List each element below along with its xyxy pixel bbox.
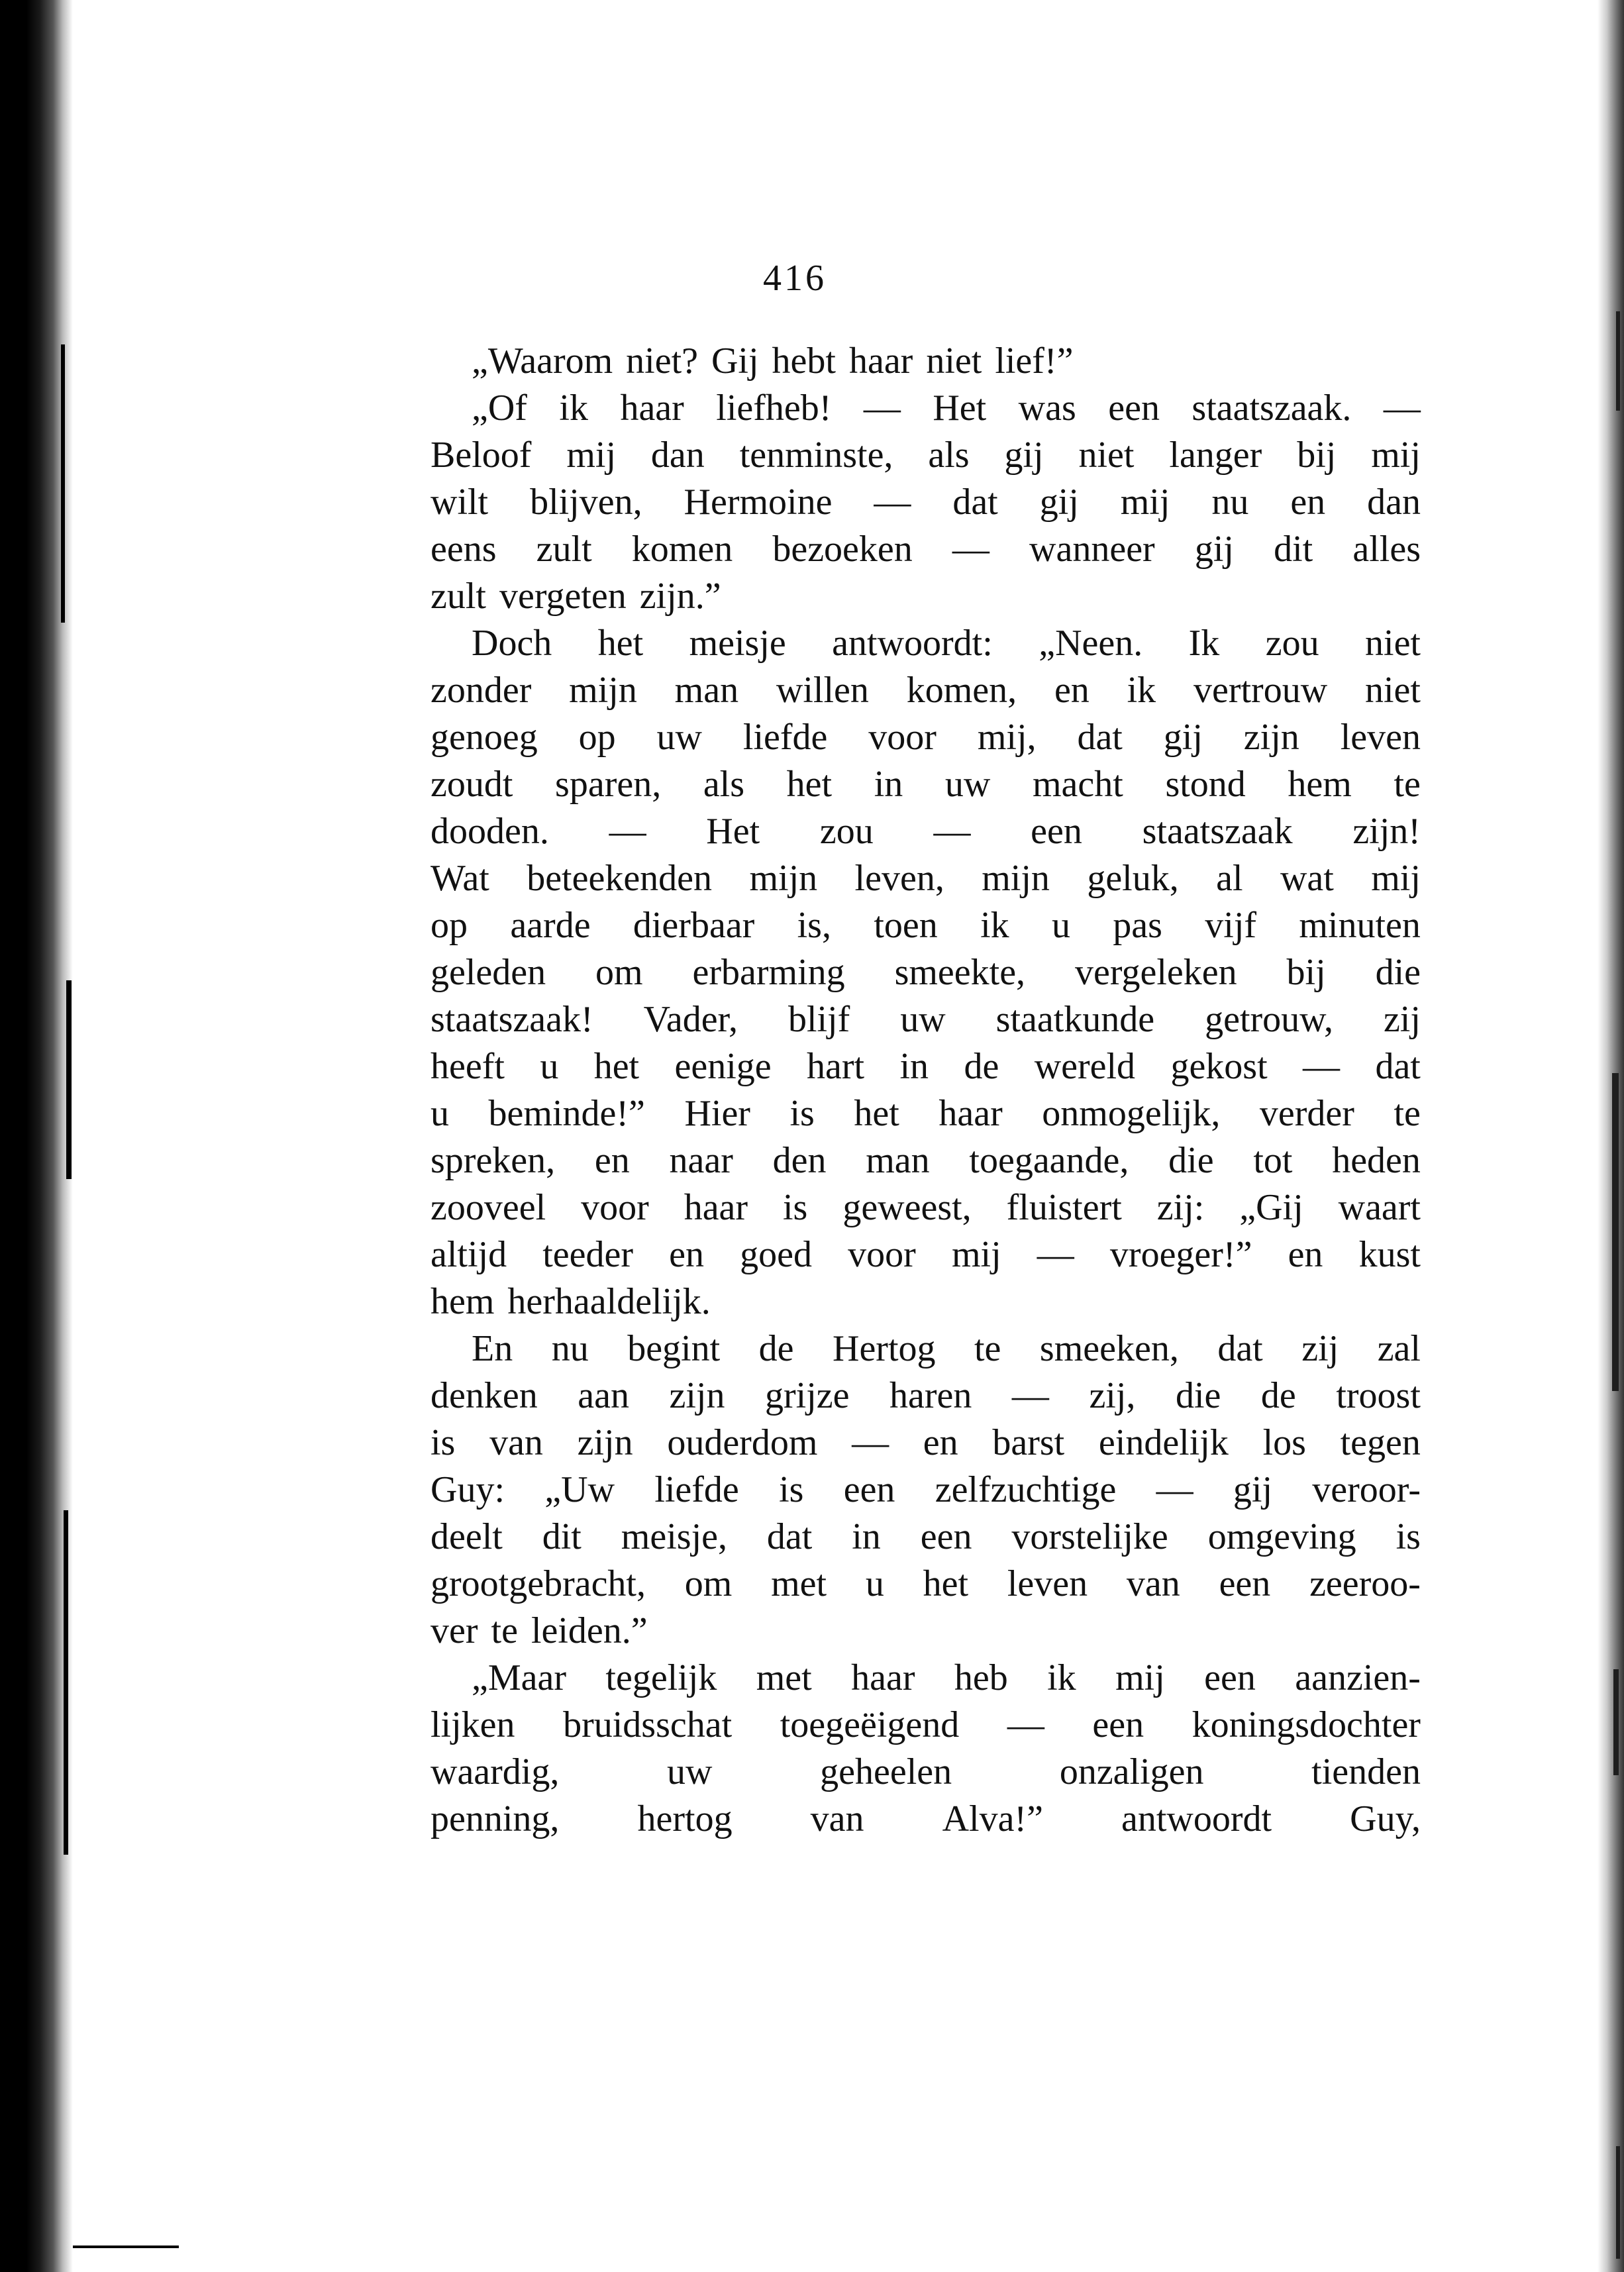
text-line: zonder mijn man willen komen, en ik vertrouw niet [431,670,1421,711]
scan-edge-mark [1616,2146,1620,2259]
text-line: op aarde dierbaar is, toen ik u pas vijf minuten [431,905,1421,946]
text-line: staatszaak! Vader, blijf uw staatkunde getrouw, zij [431,999,1421,1040]
text-line: wilt blijven, Hermoine — dat gij mij nu en dan [431,482,1421,523]
scan-edge-mark [1613,1669,1619,1775]
scan-edge-left [0,0,73,2272]
text-line: Wat beteekenden mijn leven, mijn geluk, al wat mij [431,858,1421,899]
scan-edge-mark [66,980,72,1179]
scan-edge-mark [73,2246,179,2248]
text-line: u beminde!” Hier is het haar onmogelijk, verder te [431,1093,1421,1134]
scan-edge-mark [1616,311,1620,411]
text-line: heeft u het eenige hart in de wereld gekost — dat [431,1046,1421,1087]
text-line: denken aan zijn grijze haren — zij, die de troost [431,1375,1421,1416]
body-text [431,338,1421,1843]
text-line: „Of ik haar liefheb! — Het was een staatszaak. — [472,387,1421,429]
text-line: zult vergeten zijn.” [431,576,721,617]
scan-edge-mark [64,1510,68,1855]
text-line: penning, hertog van Alva!” antwoordt Guy, [431,1798,1421,1839]
scan-edge-mark [61,344,65,623]
text-line: Doch het meisje antwoordt: „Neen. Ik zou niet [472,623,1421,664]
text-line: spreken, en naar den man toegaande, die tot heden [431,1140,1421,1181]
text-line: grootgebracht, om met u het leven van een zeeroo- [431,1563,1421,1604]
text-line: Guy: „Uw liefde is een zelfzuchtige — gij veroor- [431,1469,1421,1510]
text-line: geleden om erbarming smeekte, vergeleken bij die [431,952,1421,993]
scan-edge-right [1598,0,1624,2272]
text-line: hem herhaaldelijk. [431,1281,711,1322]
text-line: altijd teeder en goed voor mij — vroeger!” en kust [431,1234,1421,1275]
text-line: ver te leiden.” [431,1610,648,1651]
text-line: eens zult komen bezoeken — wanneer gij dit alles [431,529,1421,570]
text-line: deelt dit meisje, dat in een vorstelijke omgeving is [431,1516,1421,1557]
text-line: dooden. — Het zou — een staatszaak zijn! [431,811,1421,852]
scan-edge-mark [1612,1073,1619,1391]
text-line: waardig, uw geheelen onzaligen tienden [431,1751,1421,1792]
text-line: is van zijn ouderdom — en barst eindelijk los tegen [431,1422,1421,1463]
text-line: „Waarom niet? Gij hebt haar niet lief!” [472,340,1074,382]
page-number: 416 [763,258,827,299]
text-line: „Maar tegelijk met haar heb ik mij een aanzien- [472,1657,1421,1698]
text-line: zooveel voor haar is geweest, fluistert zij: „Gij waart [431,1187,1421,1228]
text-line: lijken bruidsschat toegeëigend — een koningsdochter [431,1704,1421,1745]
text-line: En nu begint de Hertog te smeeken, dat zij zal [472,1328,1421,1369]
text-line: zoudt sparen, als het in uw macht stond hem te [431,764,1421,805]
text-line: genoeg op uw liefde voor mij, dat gij zijn leven [431,717,1421,758]
text-line: Beloof mij dan tenminste, als gij niet langer bij mij [431,435,1421,476]
